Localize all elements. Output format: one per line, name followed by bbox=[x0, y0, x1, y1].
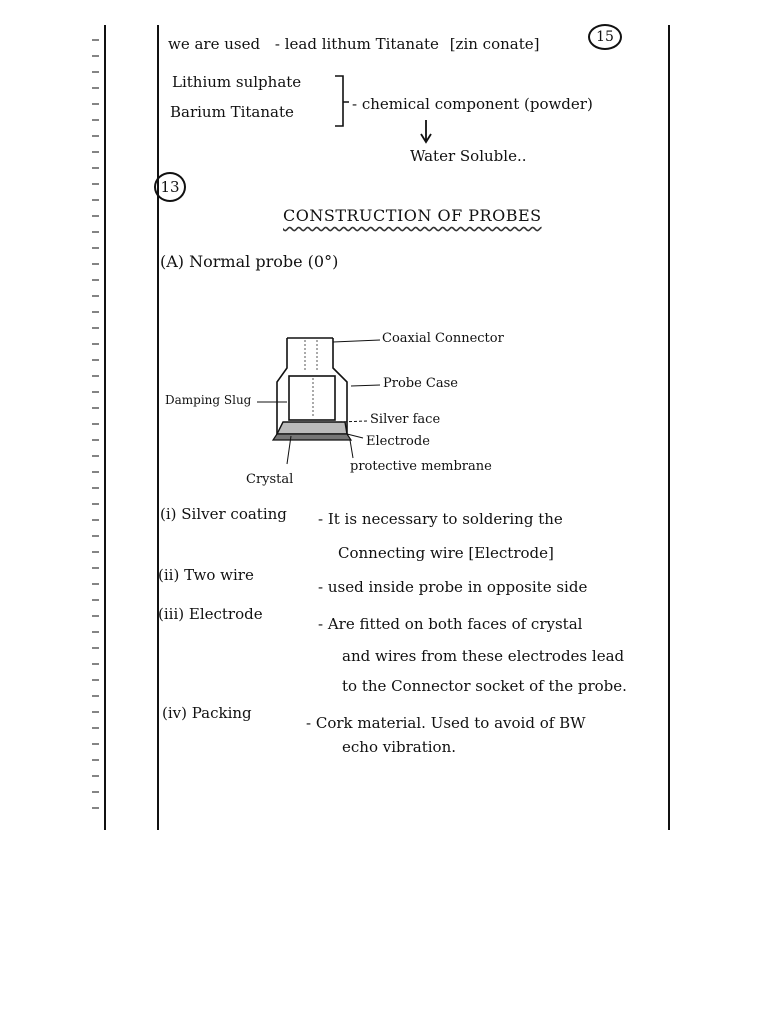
note-desc-3b: and wires from these electrodes lead bbox=[342, 647, 625, 665]
label-silver-face: Silver face bbox=[370, 412, 441, 427]
page-title: CONSTRUCTION OF PROBES bbox=[283, 206, 542, 225]
label-crystal: Crystal bbox=[246, 472, 294, 487]
label-protective-membrane: protective membrane bbox=[350, 459, 492, 474]
intro-item-2: Barium Titanate bbox=[170, 103, 294, 121]
probe-diagram bbox=[255, 330, 575, 480]
subheading: (A) Normal probe (0°) bbox=[160, 252, 339, 271]
note-term-4: (iv) Packing bbox=[162, 704, 252, 722]
down-arrow bbox=[416, 118, 436, 148]
note-desc-1b: Connecting wire [Electrode] bbox=[338, 544, 554, 562]
note-term-2: (ii) Two wire bbox=[158, 566, 254, 584]
note-desc-3c: to the Connector socket of the probe. bbox=[342, 677, 627, 695]
label-electrode: Electrode bbox=[366, 434, 430, 449]
intro-prefix: we are used bbox=[168, 35, 261, 53]
water-soluble: Water Soluble.. bbox=[410, 147, 527, 165]
label-probe-case: Probe Case bbox=[383, 376, 458, 391]
note-term-3: (iii) Electrode bbox=[158, 605, 263, 623]
note-desc-4a: - Cork material. Used to avoid of BW bbox=[306, 714, 586, 732]
component-text: - chemical component (powder) bbox=[352, 95, 593, 113]
note-desc-4b: echo vibration. bbox=[342, 738, 457, 756]
intro-bracket: [zin conate] bbox=[449, 35, 540, 53]
intro-line-1 bbox=[168, 35, 539, 53]
note-desc-1a: - It is necessary to soldering the bbox=[318, 510, 563, 528]
note-term-1: (i) Silver coating bbox=[160, 505, 287, 523]
label-coaxial-connector: Coaxial Connector bbox=[382, 331, 504, 346]
section-number: 13 bbox=[154, 172, 186, 202]
page-number: 15 bbox=[588, 24, 622, 50]
label-damping-slug: Damping Slug bbox=[165, 393, 252, 407]
note-desc-2a: - used inside probe in opposite side bbox=[318, 578, 588, 596]
note-desc-3a: - Are fitted on both faces of crystal bbox=[318, 615, 583, 633]
intro-item-1: Lithium sulphate bbox=[172, 73, 302, 91]
bracket bbox=[333, 72, 353, 132]
intro-main: - lead lithum Titanate bbox=[274, 35, 439, 53]
